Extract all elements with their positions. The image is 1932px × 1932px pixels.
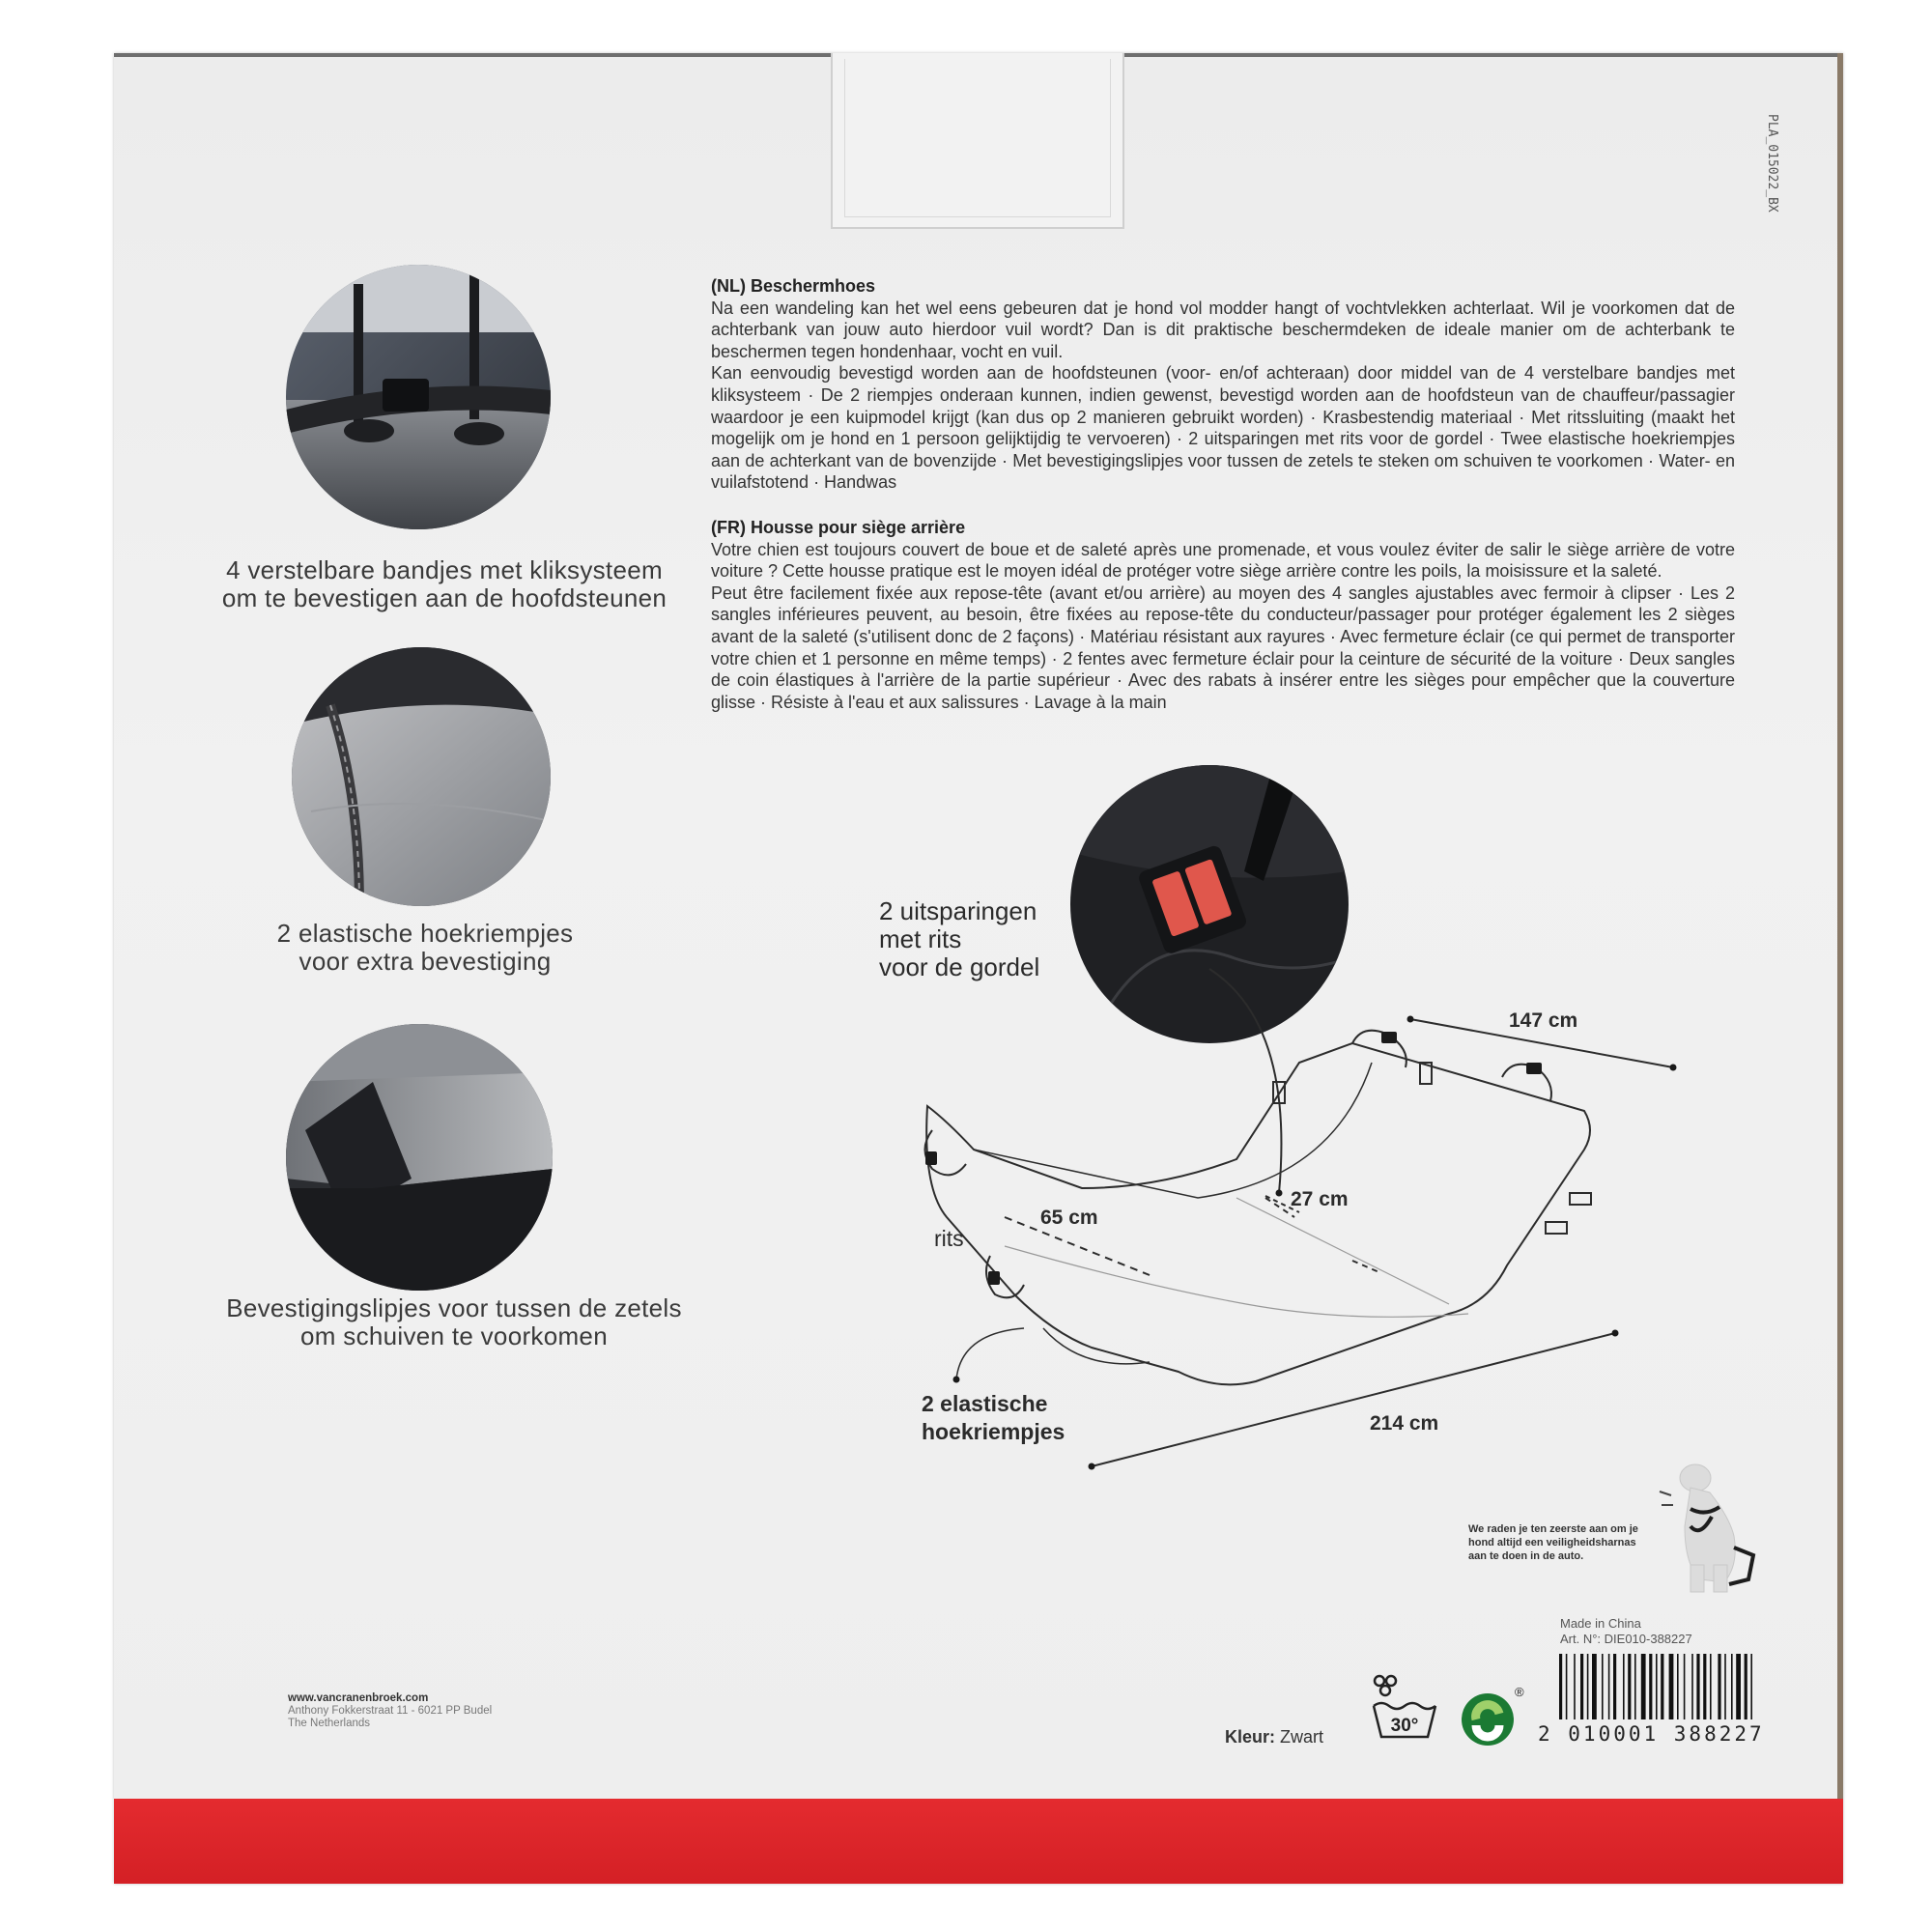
buckle — [925, 1151, 937, 1165]
dimension-end — [1670, 1065, 1677, 1071]
barcode-bar — [1710, 1654, 1712, 1719]
address-line1: Anthony Fokkerstraat 11 - 6021 PP Budel — [288, 1705, 493, 1717]
website: www.vancranenbroek.com — [288, 1692, 429, 1704]
leader-dot — [1276, 1190, 1283, 1197]
barcode-bar — [1731, 1654, 1733, 1719]
registered-mark: ® — [1515, 1685, 1524, 1699]
barcode-bar — [1592, 1654, 1597, 1719]
cover-crease — [1005, 1246, 1468, 1317]
barcode-bar — [1641, 1654, 1646, 1719]
color-label: Kleur: — [1225, 1727, 1276, 1747]
barcode-bar — [1724, 1654, 1726, 1719]
barcode-bar — [1608, 1654, 1610, 1719]
label-depth-27: 27 cm — [1291, 1188, 1349, 1210]
dimension-end — [1089, 1463, 1095, 1470]
leader-hoek — [956, 1328, 1024, 1379]
barcode-bar — [1566, 1654, 1568, 1719]
barcode-bar — [1718, 1654, 1720, 1719]
barcode-bar — [1745, 1654, 1747, 1719]
fr-paragraph-1: Votre chien est toujours couvert de boue et de saleté après une promenade, et vous voulez éviter de salir le siège arrière de votre voiture ? Cette housse pratique est le moyen idéal de protéger votre siège arrière contre les poils, la moisissure et la saleté. — [711, 539, 1735, 582]
feature-caption-line1: 4 verstelbare bandjes met kliksysteem — [226, 555, 663, 584]
label-hoek-line2: hoekriempjes — [922, 1419, 1065, 1444]
barcode-bar — [1684, 1654, 1686, 1719]
label-length-214: 214 cm — [1370, 1412, 1439, 1435]
cover-outline — [926, 1043, 1590, 1384]
buckle — [1381, 1032, 1397, 1043]
label-gordel-line1: 2 uitsparingen — [879, 896, 1037, 925]
company-address — [288, 1692, 492, 1730]
barcode-bar — [1691, 1654, 1693, 1719]
buckle — [1526, 1063, 1542, 1074]
barcode-bar — [1703, 1654, 1706, 1719]
leader-dot — [953, 1377, 960, 1383]
fr-paragraph-2: Peut être facilement fixée aux repose-tête (avant et/ou arrière) au moyen des 4 sangles ajustables avec fermoir à clipser · Les 2 sangles inférieures peuvent, au besoin, être fixées au repose-tête du conducteur/passager pour protéger également les 2 sièges avant de la saleté (s'utilisent donc de 2 façons) · Matériau résistant aux rayures · Avec fermeture éclair (ce qui permet de transporter votre chien et 1 personne en même temps) · 2 fentes avec fermeture éclair pour la ceinture de sécurité de la voiture · Deux sangles de coin élastiques à l'arrière de la partie supérieur · Avec des rabats à insérer entre les sièges pour empêcher que la couverture glisse · Résiste à l'eau et aux salissures · Lavage à la main — [711, 582, 1735, 712]
barcode-bar — [1696, 1654, 1699, 1719]
strap-tab — [1570, 1193, 1591, 1205]
nl-paragraph-2: Kan eenvoudig bevestigd worden aan de hoofdsteunen (voor- en/of achteraan) door middel van de 4 verstelbare bandjes met kliksysteem · De 2 riempjes onderaan kunnen, indien gewenst, bevestigd worden aan de hoofdsteun van de chauffeur/passagier waardoor je een kuipmodel krijgt (kan dus op 2 manieren gebruikt worden) · Krasbestendig materiaal · Met ritssluiting (maakt het mogelijk om je hond en 1 persoon gelijktijdig te vervoeren) · 2 uitsparingen met rits voor de gordel · Twee elastische hoekriempjes aan de achterkant van de bovenzijde · Met bevestigingslipjes voor tussen de zetels te steken om schuiven te voorkomen · Water- en vuilafstotend · Handwas — [711, 363, 1735, 493]
label-hoek-line1: 2 elastische — [922, 1391, 1048, 1416]
feature-caption-line1: 2 elastische hoekriempjes — [276, 919, 574, 948]
barcode-bar — [1602, 1654, 1604, 1719]
barcode-bar — [1750, 1654, 1752, 1719]
feature-caption-line2: voor extra bevestiging — [298, 947, 552, 976]
barcode-bar — [1587, 1654, 1589, 1719]
leader-gordel — [1209, 969, 1281, 1193]
barcode-bar — [1669, 1654, 1674, 1719]
dimension-end — [1407, 1016, 1414, 1023]
feature-caption-line2: om schuiven te voorkomen — [300, 1321, 608, 1350]
strap-tab — [1546, 1222, 1567, 1234]
barcode-number: 2 010001 388227 — [1538, 1722, 1765, 1746]
cover-crease — [1236, 1198, 1449, 1304]
barcode-bar — [1580, 1654, 1583, 1719]
label-rits: rits — [934, 1226, 964, 1251]
barcode-bar — [1623, 1654, 1625, 1719]
feature-caption-line1: Bevestigingslipjes voor tussen de zetels — [226, 1293, 682, 1322]
barcode-bar — [1649, 1654, 1652, 1719]
dimension-line-214 — [1092, 1333, 1615, 1466]
color-spec — [1225, 1727, 1323, 1747]
barcode-bar — [1677, 1654, 1679, 1719]
green-dot-icon — [1457, 1683, 1524, 1750]
label-width-147: 147 cm — [1509, 1009, 1578, 1032]
fr-heading: (FR) Housse pour siège arrière — [711, 518, 966, 537]
hand-wash-30-icon — [1370, 1673, 1439, 1743]
label-gordel-line3: voor de gordel — [879, 952, 1040, 981]
label-gordel — [879, 897, 1039, 981]
barcode-bar — [1613, 1654, 1616, 1719]
made-in: Made in China — [1560, 1616, 1641, 1631]
nl-paragraph-1: Na een wandeling kan het wel eens gebeuren dat je hond vol modder hangt of vochtvlekken achterlaat. Wil je voorkomen dat de achterbank van jouw auto hierdoor vuil wordt? Dan is dit praktische beschermdeken de ideale manier om de achterbank te beschermen tegen hondenhaar, vocht en vuil. — [711, 298, 1735, 361]
barcode-bar — [1656, 1654, 1658, 1719]
dog-harness-icon — [1642, 1459, 1768, 1594]
wash-temperature: 30° — [1390, 1716, 1419, 1736]
buckle — [988, 1271, 1000, 1285]
strap — [1352, 1031, 1406, 1067]
dimension-end — [1612, 1330, 1619, 1337]
barcode-bar — [1661, 1654, 1663, 1719]
address-line2: The Netherlands — [288, 1718, 371, 1729]
barcode-bar — [1634, 1654, 1636, 1719]
barcode-bar — [1628, 1654, 1631, 1719]
label-side-65: 65 cm — [1040, 1207, 1098, 1229]
color-value: Zwart — [1280, 1727, 1324, 1747]
barcode-bar — [1574, 1654, 1576, 1719]
harness-advice: We raden je ten zeerste aan om je hond altijd een veiligheidsharnas aan te doen in de auto. — [1468, 1523, 1638, 1562]
barcode — [1559, 1654, 1752, 1719]
origin-info — [1560, 1616, 1692, 1647]
label-hoekriempjes — [922, 1390, 1065, 1446]
product-code: PLA_015022_BX — [1765, 114, 1779, 213]
barcode-bar — [1559, 1654, 1562, 1719]
feature-caption-line2: om te bevestigen aan de hoofdsteunen — [221, 583, 668, 612]
article-number: Art. N°: DIE010-388227 — [1560, 1632, 1692, 1646]
barcode-bar — [1736, 1654, 1741, 1719]
label-gordel-line2: met rits — [879, 924, 962, 953]
nl-heading: (NL) Beschermhoes — [711, 276, 876, 296]
